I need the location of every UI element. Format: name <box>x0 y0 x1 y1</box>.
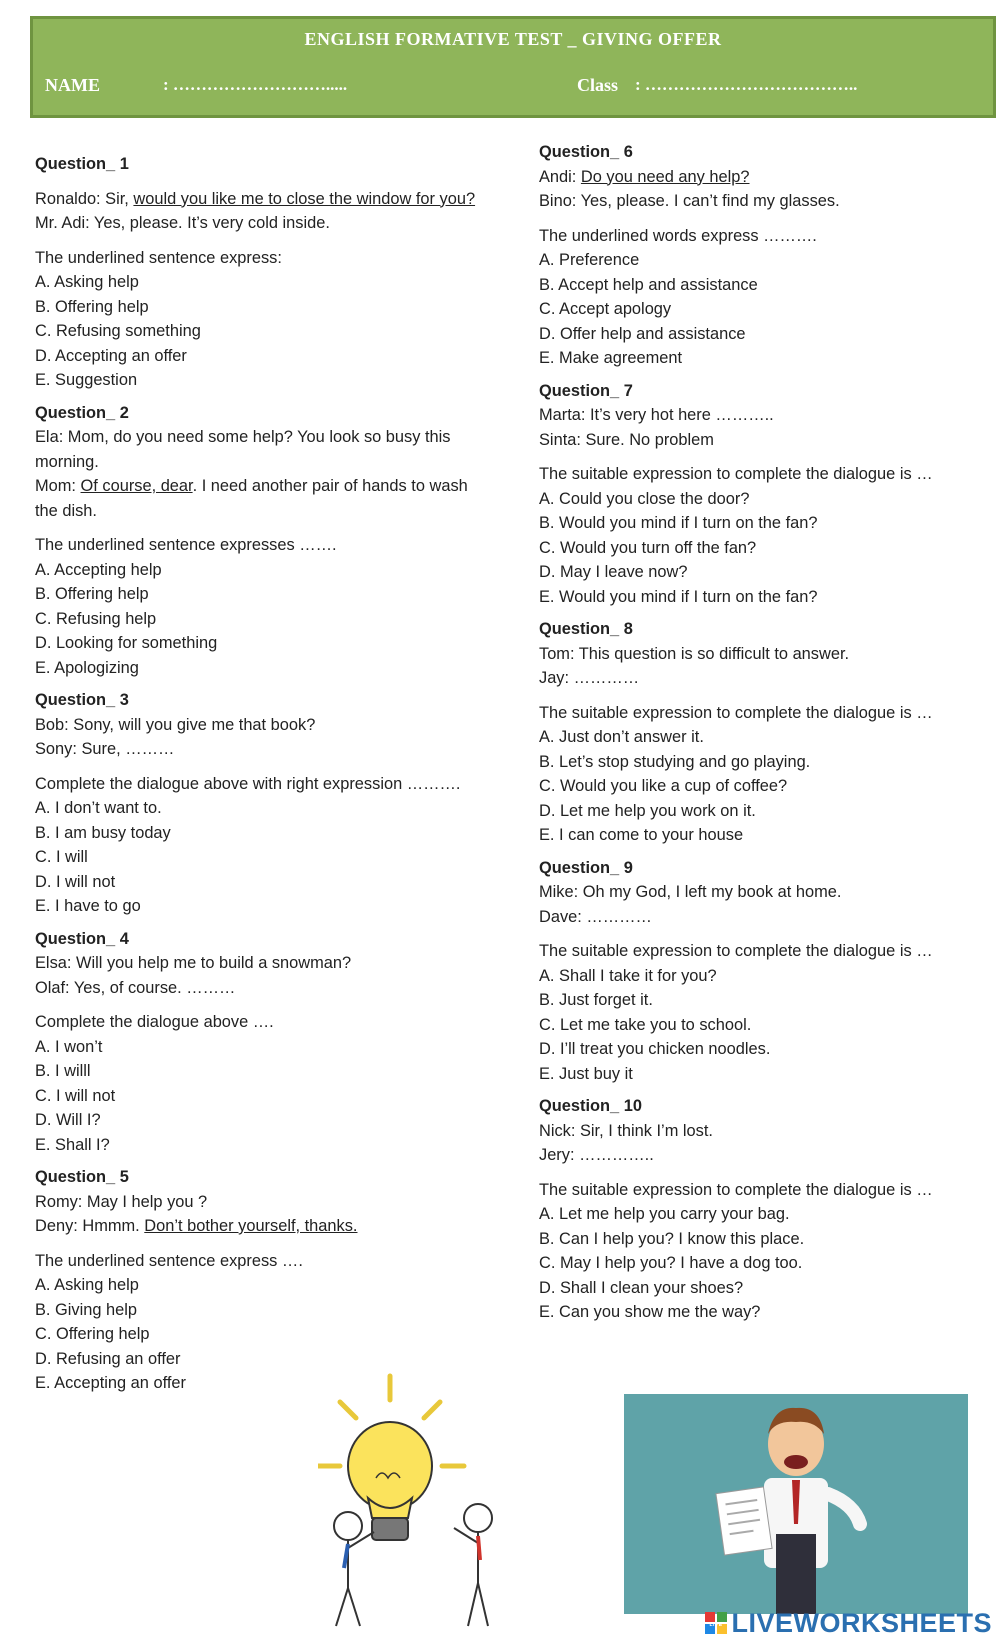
dialogue-line <box>35 1214 485 1239</box>
option-c[interactable]: C. Refusing help <box>35 609 157 628</box>
dialogue-line: Nick: Sir, I think I’m lost. <box>539 1121 713 1140</box>
businessman-illustration <box>624 1394 968 1614</box>
question-title: Question_ 3 <box>35 691 129 709</box>
option-d[interactable]: D. Shall I clean your shoes? <box>539 1278 744 1297</box>
name-field[interactable]: : ………………………..... <box>163 75 348 94</box>
option-c[interactable]: C. Offering help <box>35 1325 150 1343</box>
option-d[interactable]: D. May I leave now? <box>539 563 688 581</box>
option-c[interactable]: C. Refusing something <box>35 322 201 340</box>
option-e[interactable]: E. Just buy it <box>539 1064 633 1083</box>
underlined-text: would you like me to close the window for you? <box>133 189 476 208</box>
right-column <box>539 140 959 1333</box>
option-e[interactable]: E. Would you mind if I turn on the fan? <box>539 587 818 606</box>
underlined-text: Do you need any help? <box>580 167 750 186</box>
dialogue-line <box>35 474 485 523</box>
option-d[interactable]: D. Refusing an offer <box>35 1349 181 1368</box>
dialogue-line: Olaf: Yes, of course. ……… <box>35 978 236 997</box>
dialogue-text: . I need another pair of hands to wash the dish. <box>35 477 468 520</box>
question-prompt: The suitable expression to complete the dialogue is … <box>539 942 933 960</box>
dialogue-line: Romy: May I help you ? <box>35 1192 208 1211</box>
option-e[interactable]: E. Can you show me the way? <box>539 1303 761 1321</box>
option-d[interactable]: D. Let me help you work on it. <box>539 801 756 820</box>
option-c[interactable]: C. I will <box>35 848 88 866</box>
question-title: Question_ 2 <box>35 403 129 422</box>
question-title: Question_ 10 <box>539 1097 642 1115</box>
dialogue-line: Dave: ………… <box>539 907 652 926</box>
option-b[interactable]: B. I willl <box>35 1062 91 1080</box>
name-label: NAME <box>45 75 100 95</box>
option-a[interactable]: A. I don’t want to. <box>35 799 162 817</box>
option-c[interactable]: C. I will not <box>35 1086 116 1105</box>
option-a[interactable]: A. Shall I take it for you? <box>539 966 717 985</box>
question-10 <box>539 1094 959 1325</box>
lightbulb-illustration <box>318 1368 518 1633</box>
option-a[interactable]: A. Let me help you carry your bag. <box>539 1205 790 1223</box>
question-prompt: Complete the dialogue above …. <box>35 1013 274 1031</box>
question-title: Question_ 9 <box>539 858 633 877</box>
question-7 <box>539 379 959 610</box>
question-2 <box>35 401 485 681</box>
question-prompt: Complete the dialogue above with right expression ………. <box>35 774 461 793</box>
question-title: Question_ 6 <box>539 143 633 161</box>
option-e[interactable]: E. I have to go <box>35 897 141 915</box>
option-b[interactable]: B. Offering help <box>35 297 149 316</box>
option-e[interactable]: E. Make agreement <box>539 349 683 367</box>
question-1 <box>35 152 485 393</box>
option-b[interactable]: B. Let’s stop studying and go playing. <box>539 752 811 771</box>
dialogue-line: Marta: It’s very hot here ……….. <box>539 406 774 424</box>
option-d[interactable]: D. Will I? <box>35 1111 101 1129</box>
option-b[interactable]: B. Just forget it. <box>539 991 653 1009</box>
dialogue-line: Elsa: Will you help me to build a snowman? <box>35 954 352 972</box>
question-prompt: The suitable expression to complete the dialogue is … <box>539 465 933 483</box>
test-title: ENGLISH FORMATIVE TEST _ GIVING OFFER <box>304 29 722 49</box>
dialogue-line: Bob: Sony, will you give me that book? <box>35 715 316 734</box>
option-a[interactable]: A. Preference <box>539 251 640 269</box>
underlined-text: Don’t bother yourself, thanks. <box>144 1217 358 1235</box>
question-title: Question_ 1 <box>35 155 129 173</box>
dialogue-line <box>539 165 959 190</box>
option-d[interactable]: D. I’ll treat you chicken noodles. <box>539 1040 771 1058</box>
question-6 <box>539 140 959 371</box>
dialogue-line: Sony: Sure, ……… <box>35 740 175 758</box>
dialogue-text: Andi: <box>539 167 581 186</box>
question-prompt: The underlined sentence expresses ……. <box>35 536 337 554</box>
question-prompt: The underlined sentence express …. <box>35 1251 303 1270</box>
option-b[interactable]: B. I am busy today <box>35 823 171 842</box>
dialogue-text: Mom: <box>35 477 81 495</box>
dialogue-line <box>35 187 485 212</box>
dialogue-line: Tom: This question is so difficult to answer. <box>539 644 850 663</box>
left-column <box>35 152 485 1404</box>
option-d[interactable]: D. Accepting an offer <box>35 346 187 365</box>
brand-text: LIVEWORKSHEETS <box>731 1608 992 1638</box>
question-5 <box>35 1165 485 1396</box>
dialogue-line: Jay: ………… <box>539 669 640 687</box>
liveworksheets-logo-icon <box>705 1612 727 1634</box>
option-a[interactable]: A. Could you close the door? <box>539 489 750 508</box>
option-e[interactable]: E. Shall I? <box>35 1135 110 1154</box>
class-field[interactable]: : ……………………………….. <box>635 75 858 94</box>
question-prompt: The suitable expression to complete the dialogue is … <box>539 703 933 722</box>
option-c[interactable]: C. Let me take you to school. <box>539 1015 752 1034</box>
option-c[interactable]: C. Would you like a cup of coffee? <box>539 777 788 795</box>
underlined-text: Of course, dear <box>80 477 193 495</box>
dialogue-text: Ronaldo: Sir, <box>35 189 134 208</box>
option-c[interactable]: C. Accept apology <box>539 300 672 318</box>
question-title: Question_ 5 <box>35 1168 129 1186</box>
question-title: Question_ 8 <box>539 620 633 638</box>
option-b[interactable]: B. Can I help you? I know this place. <box>539 1229 805 1248</box>
option-a[interactable]: A. Accepting help <box>35 560 162 579</box>
option-a[interactable]: A. Asking help <box>35 1276 139 1294</box>
option-b[interactable]: B. Giving help <box>35 1300 138 1319</box>
liveworksheets-brand <box>705 1608 992 1639</box>
question-3 <box>35 688 485 919</box>
question-4 <box>35 927 485 1158</box>
option-e[interactable]: E. Suggestion <box>35 371 138 389</box>
question-8 <box>539 617 959 848</box>
option-e[interactable]: E. I can come to your house <box>539 826 744 844</box>
question-title: Question_ 7 <box>539 381 633 400</box>
option-d[interactable]: D. I will not <box>35 872 116 891</box>
option-c[interactable]: C. Would you turn off the fan? <box>539 538 757 557</box>
option-d[interactable]: D. Offer help and assistance <box>539 324 746 343</box>
option-a[interactable]: A. Asking help <box>35 273 139 291</box>
dialogue-line: Mr. Adi: Yes, please. It’s very cold inside. <box>35 214 330 232</box>
dialogue-line: Sinta: Sure. No problem <box>539 430 714 449</box>
question-9 <box>539 856 959 1087</box>
dialogue-line: Mike: Oh my God, I left my book at home. <box>539 883 842 901</box>
question-title: Question_ 4 <box>35 929 129 948</box>
dialogue-line: Bino: Yes, please. I can’t find my glasses. <box>539 192 840 210</box>
option-d[interactable]: D. Looking for something <box>35 634 218 652</box>
person-illustration <box>624 1394 968 1614</box>
dialogue-text: Deny: Hmmm. <box>35 1217 145 1235</box>
dialogue-line: Jery: ………….. <box>539 1146 654 1164</box>
option-e[interactable]: E. Apologizing <box>35 658 139 677</box>
option-c[interactable]: C. May I help you? I have a dog too. <box>539 1254 803 1272</box>
option-a[interactable]: A. Just don’t answer it. <box>539 728 704 746</box>
question-prompt: The underlined sentence express: <box>35 248 282 267</box>
option-e[interactable]: E. Accepting an offer <box>35 1374 186 1392</box>
question-prompt: The suitable expression to complete the dialogue is … <box>539 1180 933 1199</box>
test-header <box>30 16 996 118</box>
dialogue-line: Ela: Mom, do you need some help? You look so busy this morning. <box>35 428 451 471</box>
option-b[interactable]: B. Would you mind if I turn on the fan? <box>539 514 818 532</box>
class-label: Class <box>577 75 619 95</box>
option-b[interactable]: B. Offering help <box>35 585 149 603</box>
option-b[interactable]: B. Accept help and assistance <box>539 275 758 294</box>
logo-text: LIVE <box>709 1622 724 1628</box>
option-a[interactable]: A. I won’t <box>35 1037 103 1056</box>
question-prompt: The underlined words express ………. <box>539 226 817 245</box>
